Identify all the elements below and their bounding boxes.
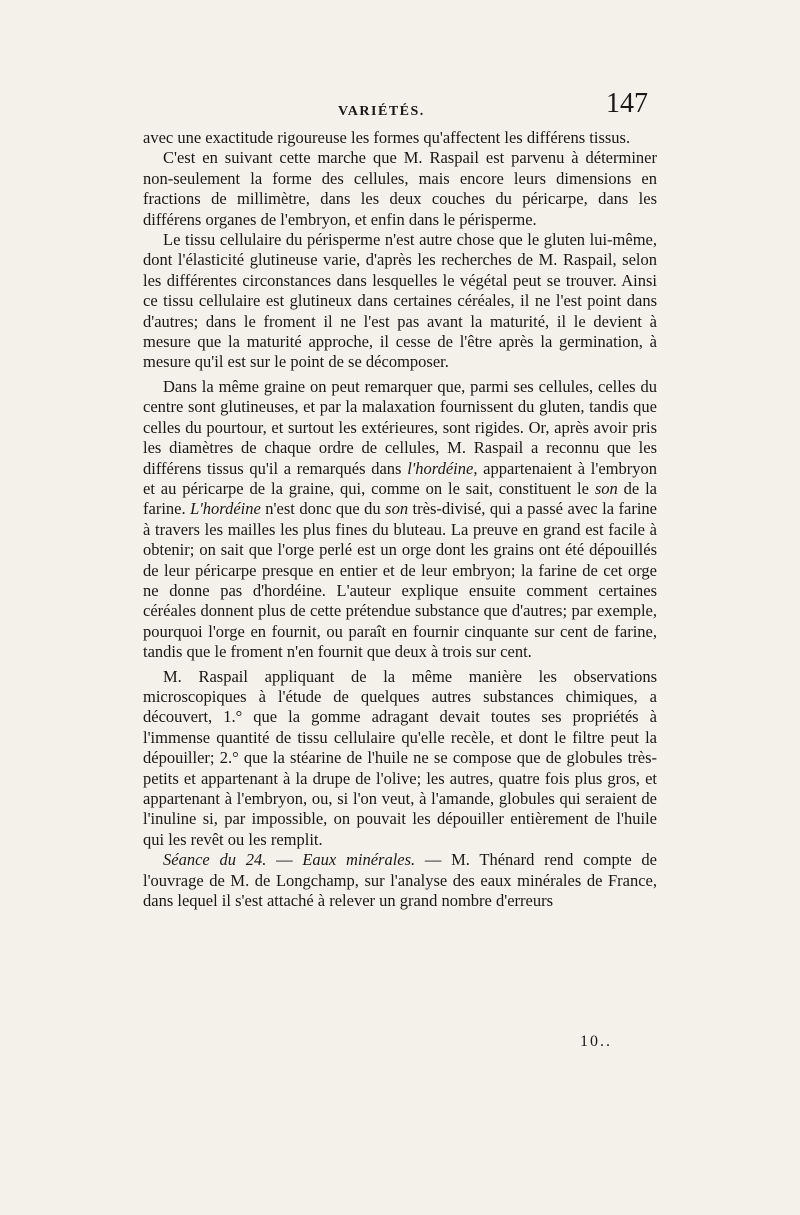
page-number: 147	[606, 88, 648, 119]
hordeine-text-2: , appartenaient à l'embryon et au péricarpe de la graine, qui, comme on le sait, constituent le	[143, 458, 657, 498]
paragraph-hordeine	[143, 377, 657, 663]
hordeine-italic-3: L'hordéine	[190, 499, 261, 519]
seance-topic: Eaux minérales.	[302, 850, 416, 870]
seance-text: — M. Thénard rend compte de l'ouvrage de M. de Longchamp, sur l'analyse des eaux minérales de France, dans lequel il s'est attaché à relever un grand nombre d'erreurs	[143, 850, 657, 911]
paragraph-continuation: avec une exactitude rigoureuse les formes qu'affectent les différens tissus.	[143, 128, 631, 147]
paragraph-seance	[143, 850, 657, 911]
body-text	[143, 128, 657, 911]
seance-dash: —	[266, 850, 303, 870]
hordeine-text-1: Dans la même graine on peut remarquer que, parmi ses cellules, celles du centre sont glutineuses, et par la malaxation fournissent du gluten, tandis que celles du pourtour, et surtout les extérieures, sont rigides. Or, après avoir pris les diamètres de chaque ordre de cellules, M. Raspail a reconnu que les différens tissus qu'il a remarqués dans	[143, 376, 657, 478]
hordeine-text-5: très-divisé, qui a passé avec la farine à travers les mailles les plus fines du bluteau. La preuve en grand est facile à obtenir; on sait que l'orge perlé est un orge dont les grains ont été dépouillés de leur péricarpe presque en entier et de leur embryon; la farine de cet orge ne donne pas d'hordéine. L'auteur explique ensuite comment certaines céréales donnent plus de cette prétendue substance que d'autres; par exemple, pourquoi l'orge en fournit, ou paraît en fournir cinquante sur cent de farine, tandis que le froment n'en fournit que deux à trois sur cent.	[143, 499, 657, 662]
running-title: VARIÉTÉS.	[338, 104, 425, 119]
hordeine-italic-2: son	[594, 478, 618, 498]
signature-mark: 10..	[580, 1033, 612, 1050]
seance-date: Séance du 24.	[163, 850, 267, 870]
running-head	[142, 88, 658, 128]
paragraph-raspail-cells: C'est en suivant cette marche que M. Raspail est parvenu à déterminer non-seulement la forme des cellules, mais encore leurs dimensions en fractions de millimètre, dans les deux couches du péricarpe, dans les différens organes de l'embryon, et enfin dans le périsperme.	[143, 148, 657, 229]
hordeine-text-3: de la farine.	[143, 478, 657, 519]
hordeine-text-4: n'est donc que du	[260, 499, 386, 519]
paragraph-microscopic-observations: M. Raspail appliquant de la même manière les observations microscopiques à l'étude de quelques autres substances chimiques, a découvert, 1.° que la gomme adragant devait toutes ses propriétés à l'immense quantité de tissu cellulaire qu'elle recèle, et dont le filtre peut la dépouiller; 2.° que la stéarine de l'huile ne se compose que de globules très-petits et appartenant à la drupe de l'olive; les autres, quatre fois plus gros, et appartenant à l'embryon, ou, si l'on veut, à l'amande, globules qui seraient de l'inuline si, par impossible, on pouvait les dépouiller entièrement de l'huile qui les revêt ou les remplit.	[143, 666, 657, 849]
hordeine-italic-1: l'hordéine	[407, 458, 474, 478]
paragraph-perisperm-gluten: Le tissu cellulaire du périsperme n'est autre chose que le gluten lui-même, dont l'élasticité glutineuse varie, d'après les recherches de M. Raspail, selon les différentes circonstances dans lesquelles le végétal peut se trouver. Ainsi ce tissu cellulaire est glutineux dans certaines céréales, il ne l'est point dans d'autres; dans le froment il ne l'est pas avant la maturité, il le devient à mesure que la maturité approche, il cesse de l'être après la germination, à mesure qu'il est sur le point de se décomposer.	[143, 230, 657, 372]
hordeine-italic-4: son	[385, 499, 409, 519]
